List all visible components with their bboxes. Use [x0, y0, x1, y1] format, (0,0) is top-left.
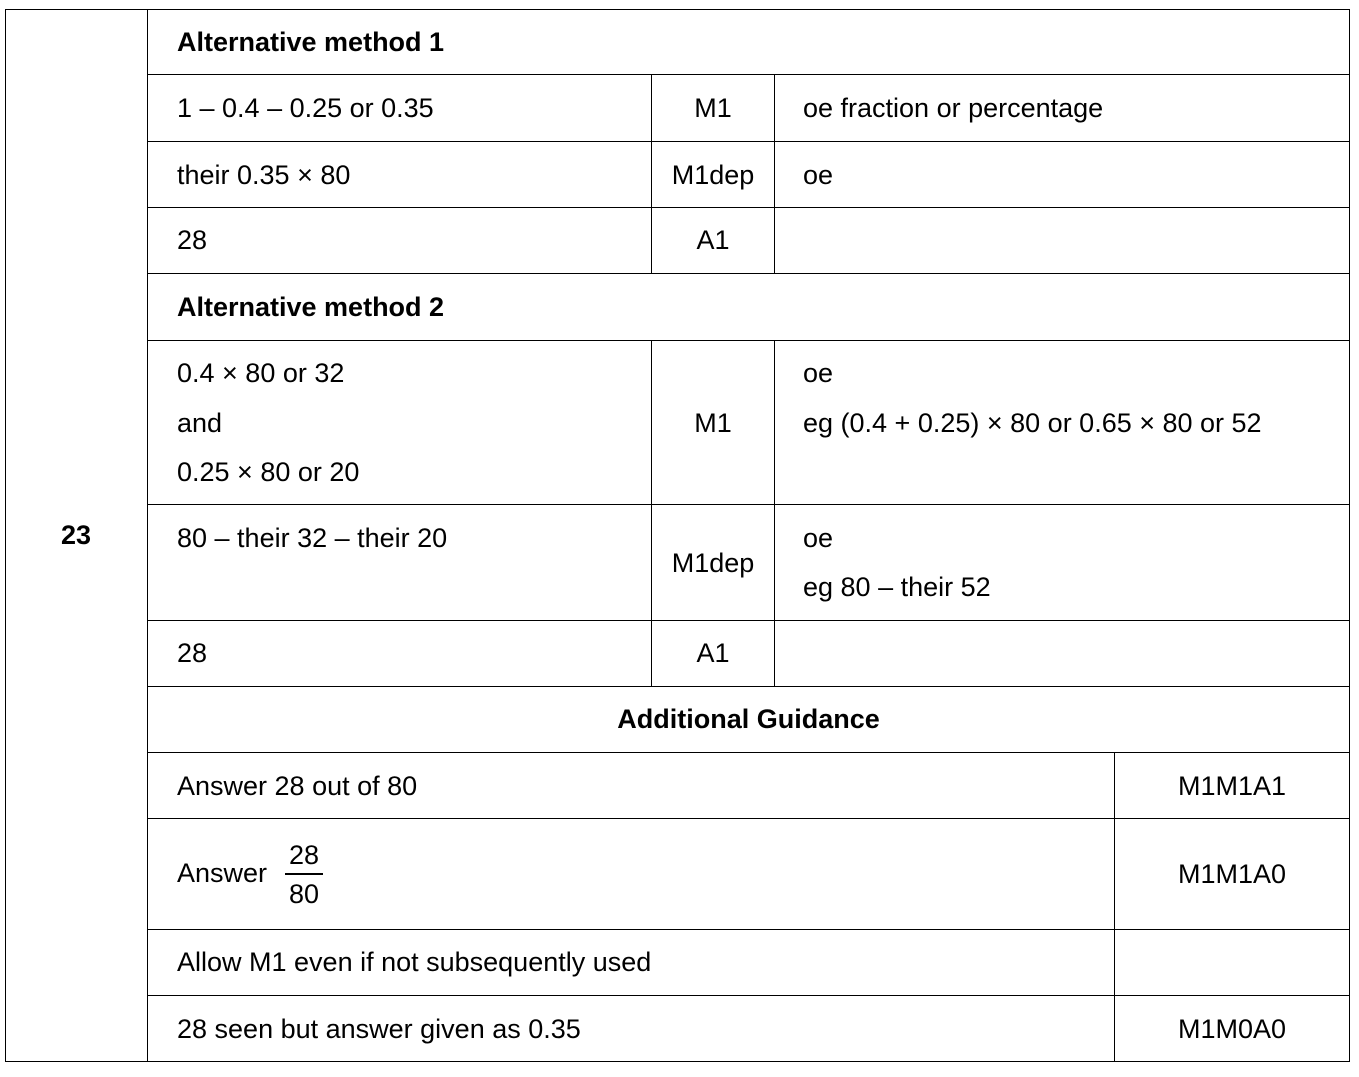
comment-column-divider	[774, 340, 775, 686]
guidance-mark-4: M1M0A0	[1177, 1014, 1287, 1044]
method2-comment-2-line-2: eg 80 – their 52	[803, 572, 991, 602]
guidance-heading: Additional Guidance	[617, 704, 880, 734]
method1-working-2: their 0.35 × 80	[177, 160, 351, 190]
method2-comment-1-line-2: eg (0.4 + 0.25) × 80 or 0.65 × 80 or 52	[803, 408, 1262, 438]
row-divider	[147, 74, 1350, 75]
guidance-text-2: Answer	[177, 858, 268, 888]
table-right-border	[1349, 9, 1350, 1061]
fraction-numerator: 28	[288, 840, 320, 870]
row-divider	[147, 620, 1350, 621]
row-divider	[147, 752, 1350, 753]
table-top-border	[5, 9, 1350, 10]
row-divider	[147, 340, 1350, 341]
guidance-mark-1: M1M1A1	[1177, 771, 1287, 801]
row-divider	[147, 995, 1350, 996]
answer-fraction	[285, 839, 323, 910]
method2-working-2: 80 – their 32 – their 20	[177, 523, 448, 553]
method2-working-3: 28	[177, 638, 208, 668]
method1-comment-2: oe	[803, 160, 834, 190]
question-column-divider	[147, 9, 148, 1061]
method2-comment-2-line-1: oe	[803, 523, 834, 553]
guidance-text-4: 28 seen but answer given as 0.35	[177, 1014, 581, 1044]
row-divider	[147, 207, 1350, 208]
method1-comment-1: oe fraction or percentage	[803, 93, 1104, 123]
method2-working-line-2: and	[177, 408, 223, 438]
question-number: 23	[60, 520, 92, 550]
method1-heading: Alternative method 1	[177, 27, 445, 57]
method1-mark-3: A1	[696, 225, 730, 255]
fraction-bar	[285, 873, 323, 875]
method1-working-1: 1 – 0.4 – 0.25 or 0.35	[177, 93, 434, 123]
method2-heading: Alternative method 2	[177, 292, 445, 322]
method2-working-line-1: 0.4 × 80 or 32	[177, 358, 345, 388]
method2-mark-1: M1	[694, 408, 732, 438]
table-bottom-border	[5, 1061, 1350, 1062]
row-divider	[147, 686, 1350, 687]
method2-working-line-3: 0.25 × 80 or 20	[177, 457, 360, 487]
guidance-mark-2: M1M1A0	[1177, 859, 1287, 889]
row-divider	[147, 273, 1350, 274]
method1-working-3: 28	[177, 225, 208, 255]
mark-column-divider	[651, 340, 652, 686]
row-divider	[147, 818, 1350, 819]
method1-mark-1: M1	[694, 93, 732, 123]
fraction-denominator: 80	[288, 879, 320, 909]
guidance-text-1: Answer 28 out of 80	[177, 771, 418, 801]
method2-comment-1-line-1: oe	[803, 358, 834, 388]
method2-mark-3: A1	[696, 638, 730, 668]
method1-mark-2: M1dep	[671, 160, 755, 190]
method2-mark-2: M1dep	[671, 548, 755, 578]
row-divider	[147, 504, 1350, 505]
guidance-text-3: Allow M1 even if not subsequently used	[177, 947, 652, 977]
row-divider	[147, 141, 1350, 142]
comment-column-divider	[774, 74, 775, 273]
row-divider	[147, 929, 1350, 930]
